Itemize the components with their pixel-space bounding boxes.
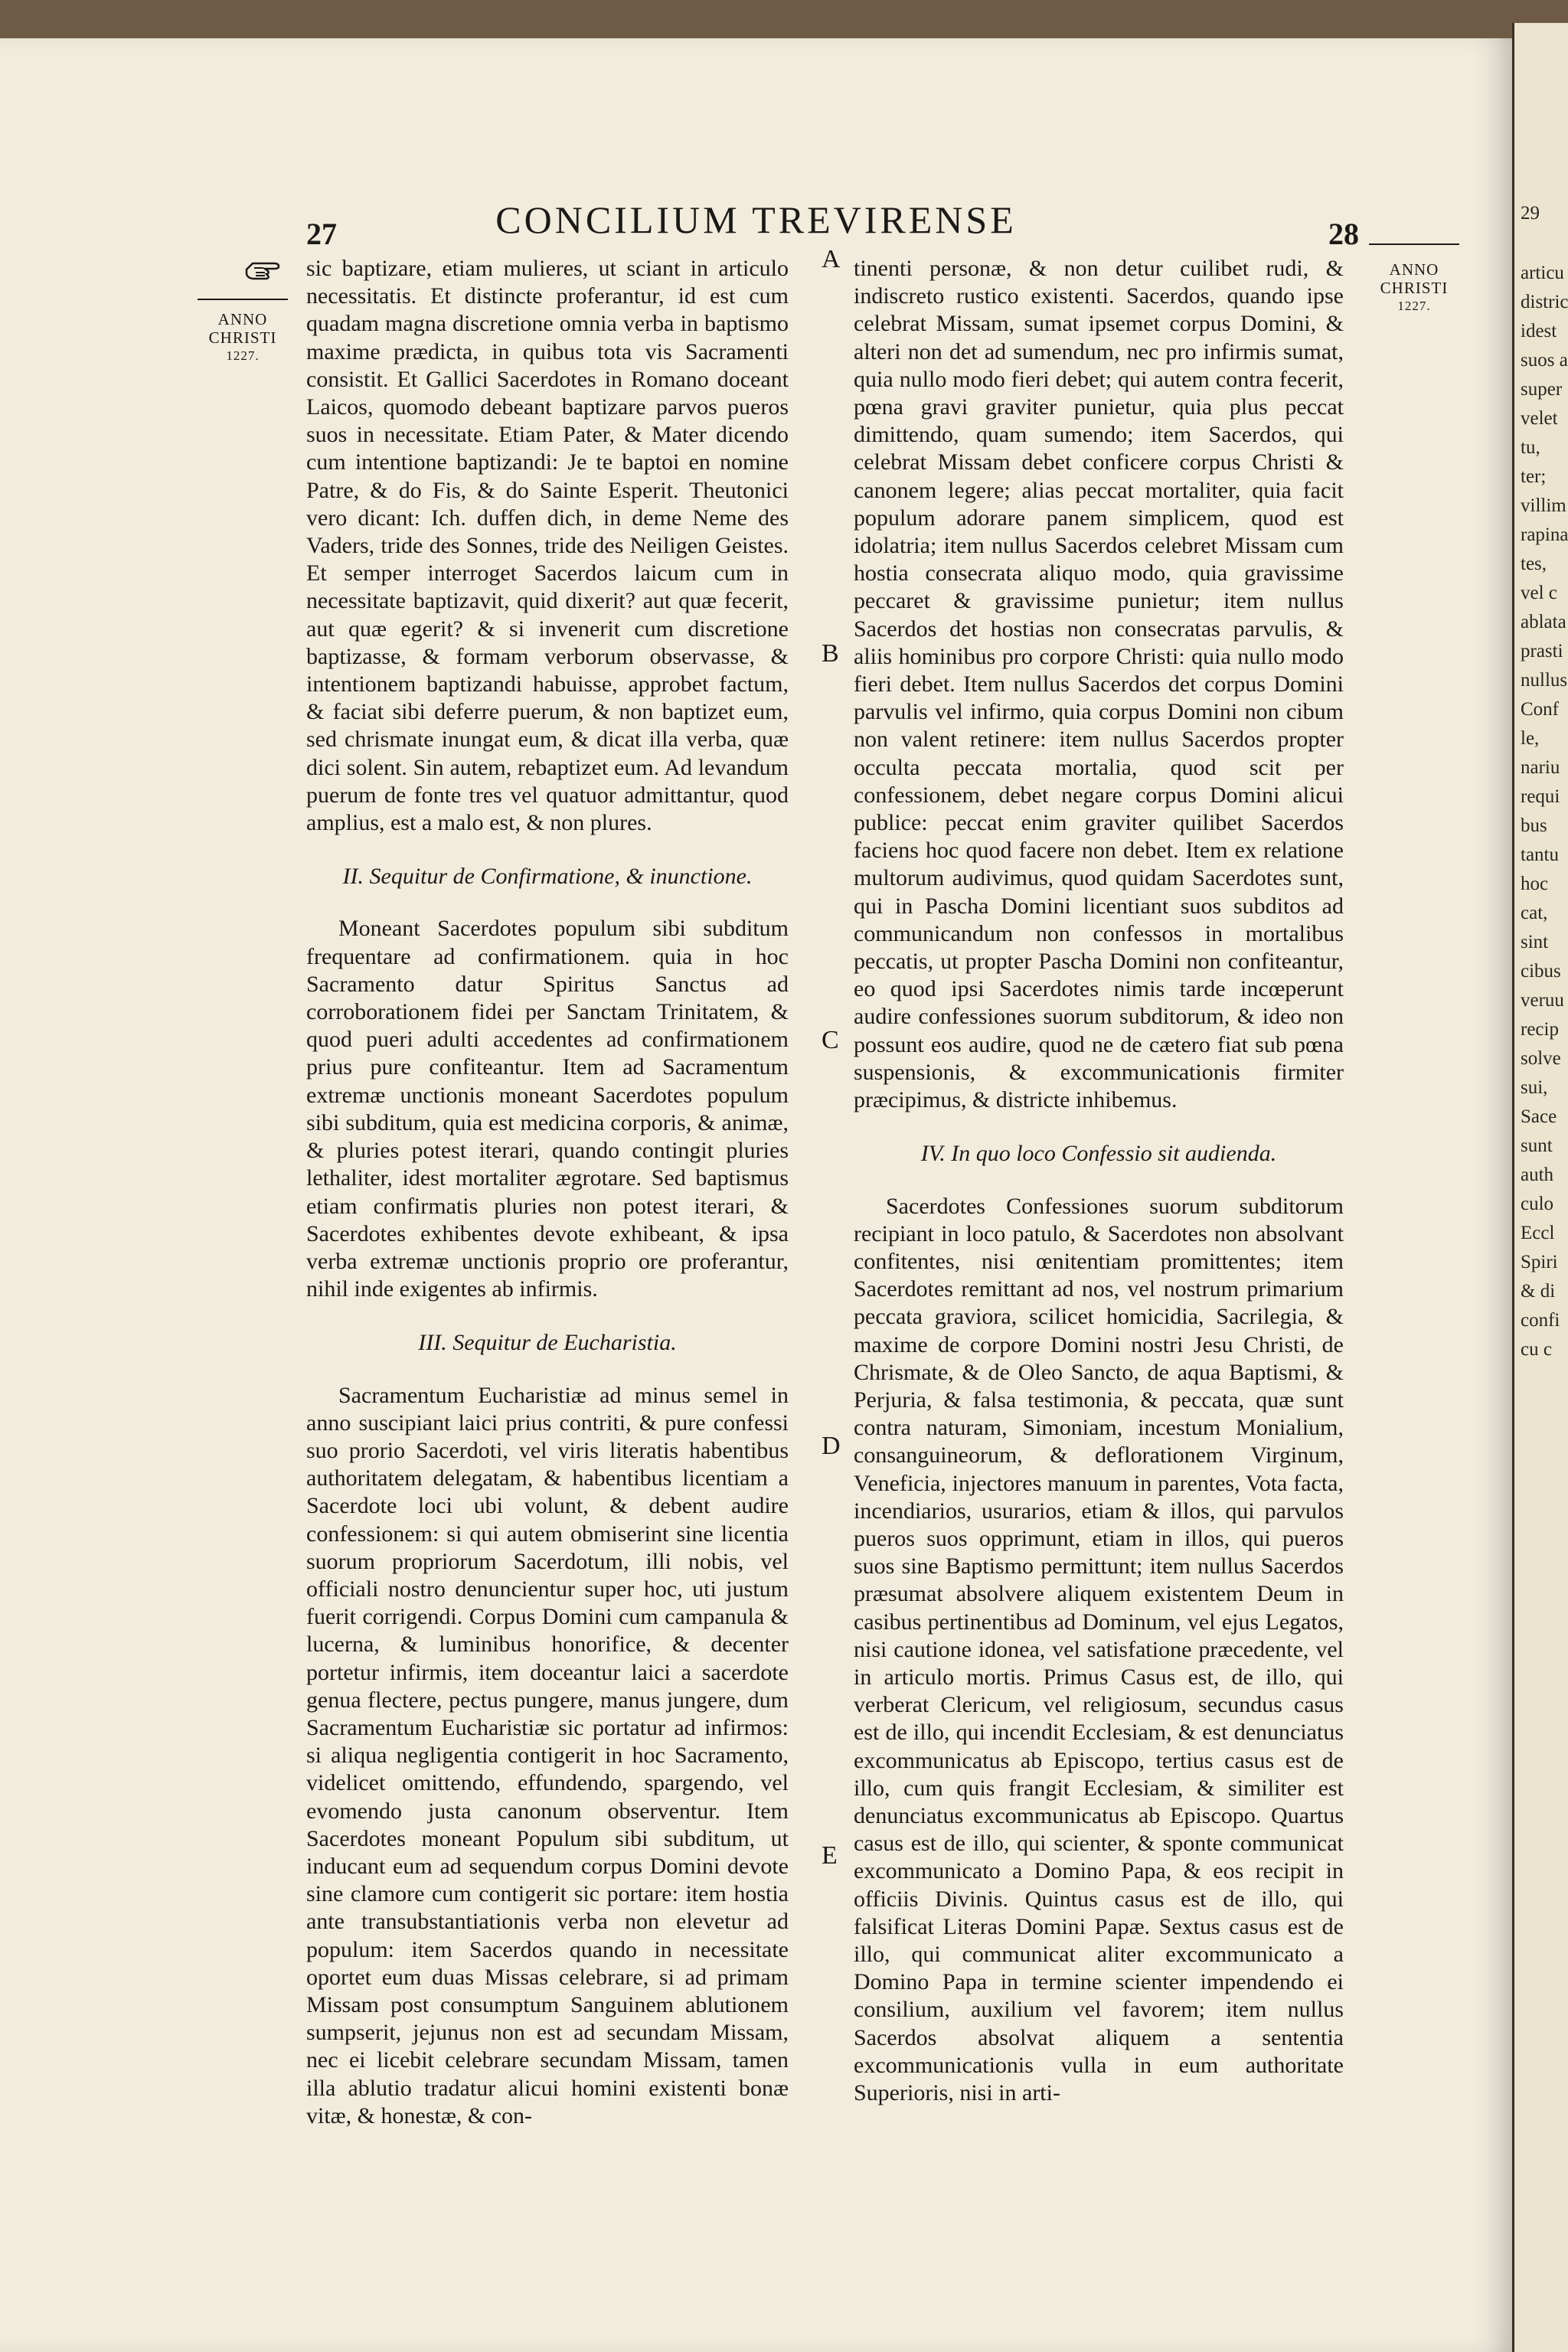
margin-letter-a: A	[822, 245, 841, 273]
anno-label: ANNO	[1389, 260, 1439, 279]
next-page-fragment: cibus	[1521, 961, 1561, 982]
next-page-fragment: tes,	[1521, 554, 1547, 574]
next-page-fragment: distric	[1521, 292, 1568, 312]
next-page-edge	[1512, 23, 1568, 2352]
next-page-fragment: Spiri	[1521, 1252, 1558, 1272]
year-label: 1227.	[226, 348, 260, 363]
next-page-fragment: auth	[1521, 1165, 1554, 1185]
margin-letter-e: E	[822, 1841, 838, 1870]
next-page-fragment: Conf	[1521, 699, 1559, 720]
next-page-fragment: nariu	[1521, 757, 1560, 778]
next-page-fragment: sunt	[1521, 1135, 1553, 1156]
next-page-fragment: tantu	[1521, 844, 1559, 865]
margin-letter-c: C	[822, 1026, 839, 1054]
next-page-fragment: suos a	[1521, 350, 1568, 371]
next-page-fragment: hoc	[1521, 874, 1549, 894]
next-page-fragment: super	[1521, 379, 1563, 400]
paragraph-eucharist-continued: tinenti personæ, & non detur cuilibet rudi, & indiscreto rustico existenti. Sacerdos, quando ipse celebrat Missam, sumat ipsemet corpus Domini, & alteri non det ad sumendum, nec pro infirmis sumat, quia nullo modo fieri debet; qui autem contra fecerit, pœna gravi graviter punietur, quia plus peccat dimittendo, quam sumendo; item Sacerdos, qui celebrat Missam debet conficere corpus Christi & canonem legere; alias peccat mortaliter, quia facit populum adorare panem simplicem, quod est idolatria; item nullus Sacerdos celebret Missam cum hostia consecrata aliquo modo, quia gravissime peccaret & gravissime punietur; item nullus Sacerdos det hostias non consecratas parvulis, & aliis hominibus pro corpore Christi: quia nullo modo fieri debet. Item nullus Sacerdos det corpus Domini parvulis vel infirmo, quia corpus Domini non cibum non valent retinere: item nullus Sacerdos propter occulta peccata mortalia, quod scit per confessionem, debet negare corpus Domini alicui publice: peccat enim graviter quilibet Sacerdos faciens hoc quod facere non debet. Item ex relatione multorum audivimus, quod quidam Sacerdotes sunt, qui in Pascha Domini licentiant suos subditos ad communicandum non confessos in mortalibus peccatis, ut propter Pascha Domini non confiteantur, eo quod ipsi Sacerdotes nimis tarde incœperunt audire confessiones suorum subditorum, & ideo non possunt eos audire, quod ne de cætero fiat sub pœna suspensionis, & excommunicationis firmiter præcipimus, & districte inhibemus.	[854, 256, 1344, 1113]
next-page-fragment: veruu	[1521, 990, 1564, 1011]
heading-confession: IV. In quo loco Confessio sit audienda.	[920, 1141, 1277, 1167]
next-page-fragment: vel c	[1521, 583, 1557, 603]
pointing-hand-icon	[245, 253, 280, 283]
next-page-fragment: bus	[1521, 815, 1547, 836]
paragraph-confirmation: Moneant Sacerdotes populum sibi subditum frequentare ad confirmationem. quia in hoc Sacramento datur Spiritus Sanctus ad corroborationem fidei per Sanctam Trinitatem, & quod pueri adulti accedentes ad confirmationem prius pure confiteantur. Item ad Sacramentum extremæ unctionis moneant Sacerdotes populum sibi subditum, quia est medicina corporis, & animæ, & pluries potest iterari, quando contingit pluries lethaliter, idest mortaliter ægrotare. Sed baptismus etiam confirmatis pluries non potest iterari, & Sacerdotes exhibentes devote exhibeant, & ipsa verba extremæ unctionis proprio ore proferantur, nihil inde exigentes ab infirmis.	[306, 916, 789, 1302]
running-title: CONCILIUM TREVIRENSE	[495, 198, 1017, 241]
next-page-fragment: cat,	[1521, 903, 1548, 923]
margin-letter-b: B	[822, 639, 839, 668]
next-page-fragment: ter;	[1521, 466, 1547, 487]
next-page-fragment: nullus	[1521, 670, 1568, 691]
page-number-right: 28	[1328, 217, 1359, 251]
next-page-fragment: rapina	[1521, 524, 1568, 545]
next-page-fragment: velet	[1521, 408, 1558, 429]
margin-rule-left	[198, 299, 288, 300]
right-column	[854, 255, 1344, 2107]
next-page-fragment: tu,	[1521, 437, 1540, 458]
next-page-fragment: sint	[1521, 932, 1549, 952]
christi-label: CHRISTI	[1380, 279, 1449, 297]
anno-christi-note-right	[1372, 260, 1456, 315]
next-page-fragment: Sace	[1521, 1106, 1557, 1127]
next-page-fragment: 29	[1521, 203, 1540, 224]
heading-eucharist: III. Sequitur de Eucharistia.	[418, 1330, 677, 1356]
paragraph-eucharist: Sacramentum Eucharistiæ ad minus semel in anno suscipiant laici prius contriti, & pure confessi suo prorio Sacerdoti, vel viris literatis habentibus authoritatem delegatam, & habentibus licentiam a Sacerdote loci ubi volunt, & debent audire confessionem: si qui autem obmiserint sine licentia suorum propriorum Sacerdotum, illi nobis, vel officiali nostro denuncientur super hoc, uti justum fuerit corrigendi. Corpus Domini cum campanula & lucerna, & luminibus honorifice, & decenter portetur infirmis, item doceantur laici a sacerdote genua flectere, pectus pungere, manus jungere, dum Sacramentum Eucharistiæ sic portatur ad infirmos: si aliqua negligentia contigerit in hoc Sacramento, videlicet omittendo, effundendo, spargendo, vel evomendo justa canonum observentur. Item Sacerdotes moneant Populum sibi subditum, ut inducant eum ad sequendum corpus Domini devote sine clamore cum contigerit sic portare: item hostia ante transubstantiationis verba non elevetur ad populum: item Sacerdos quando in necessitate oportet eum duas Missas celebrare, si ad primam Missam post consumptum Sanguinem ablutionem sumpserit, jejunus non est ad secundam Missam, nec ei licebit celebrare secundam Missam, tamen illa ablutio tradatur alicui homini existenti bonæ vitæ, & honestæ, & con-	[306, 1382, 789, 2128]
next-page-fragment: requi	[1521, 786, 1560, 807]
next-page-fragment: recip	[1521, 1019, 1559, 1040]
next-page-fragment: & di	[1521, 1281, 1556, 1302]
next-page-fragment: villim	[1521, 495, 1566, 516]
anno-christi-note-left	[201, 310, 285, 365]
next-page-fragment: confi	[1521, 1310, 1560, 1331]
margin-letter-d: D	[822, 1432, 841, 1460]
next-page-fragment: ablata	[1521, 612, 1566, 632]
next-page-fragment: cu c	[1521, 1339, 1552, 1360]
christi-label: CHRISTI	[208, 328, 277, 347]
year-label: 1227.	[1397, 299, 1431, 313]
next-page-fragment: solve	[1521, 1048, 1561, 1069]
next-page-fragment: le,	[1521, 728, 1540, 749]
anno-label: ANNO	[217, 310, 268, 328]
book-page	[0, 38, 1512, 2352]
next-page-fragment: culo	[1521, 1194, 1554, 1214]
paragraph-baptism: sic baptizare, etiam mulieres, ut sciant in articulo necessitatis. Et distincte proferantur, id est cum quadam magna discretione omnia verba in baptismo maxime prædicta, in quibus tota vis Sacramenti consistit. Et Gallici Sacerdotes in Romano doceant Laicos, quomodo debeant baptizare parvos pueros suos in necessitate. Etiam Pater, & Mater dicendo cum intentione baptizandi: Je te baptoi en nomine Patre, & do Fis, & do Sainte Esperit. Theutonici vero dicant: Ich. duffen dich, in deme Neme des Vaders, tride des Sonnes, tride des Neiligen Geistes. Et semper interroget Sacerdos laicum cum in necessitate baptizavit, quid dixerit? aut quæ fecerit, aut quæ egerit? & si invenerit cum discretione baptizasse, & formam verborum observasse, & intentionem baptizandi habuisse, approbet factum, & faciat sibi deferre puerum, & non baptizet eum, sed chrismate inungat eum, & dicat illa verba, quæ dici solent. Sin autem, rebaptizet eum. Ad levandum puerum de fonte tres vel quatuor admittantur, quod amplius, est a malo est, & non plures.	[306, 256, 789, 836]
page-number-left: 27	[306, 217, 337, 251]
next-page-fragment: sui,	[1521, 1077, 1548, 1098]
next-page-fragment: idest	[1521, 321, 1557, 341]
left-column	[306, 255, 789, 2130]
margin-rule-right	[1369, 243, 1459, 245]
heading-confirmation: II. Sequitur de Confirmatione, & inunctione.	[342, 864, 753, 890]
next-page-fragment: prasti	[1521, 641, 1563, 662]
next-page-fragment: articu	[1521, 263, 1564, 283]
next-page-fragment: Eccl	[1521, 1223, 1555, 1243]
paragraph-confession: Sacerdotes Confessiones suorum subditorum recipiant in loco patulo, & Sacerdotes non absolvant confitentes, nisi œnitentiam promittentes; item Sacerdotes remittant ad nos, vel nostrum primarium peccata graviora, scilicet homicidia, Sacrilegia, & maxime de corpore Domini nostri Jesu Christi, de Chrismate, & de Oleo Sancto, de aqua Baptismi, & Perjuria, & falsa testimonia, & peccata, quæ sunt contra naturam, Simoniam, incestum Monialium, consanguineorum, & deflorationem Virginum, Veneficia, injectores manuum in parentes, Vota facta, incendiarios, usurarios, etiam & illos, qui parvulos pueros suos opprimunt, etiam in illos, qui pueros suos sine Baptismo permittunt; item nullus Sacerdos præsumat absolvere aliquem existentem Deum in casibus pertinentibus ad Dominum, vel ejus Legatos, nisi cautione idonea, vel satisfatione præcedente, vel in articulo mortis. Primus Casus est, de illo, qui verberat Clericum, vel religiosum, secundus casus est de illo, qui incendit Ecclesiam, & est denunciatus excommunicatus ab Episcopo, tertius casus est de illo, cum quis frangit Ecclesiam, & similiter est denunciatus excommunicatus ab Episcopo. Quartus casus est de illo, qui scienter, & sponte communicat excommunicato a Domino Papa, & eos recipit in officiis Divinis. Quintus casus est de illo, qui falsificat Literas Domini Papæ. Sextus casus est de illo, qui communicat aliter excommunicato a Domino Papa in termine scienter impendendo ei consilium, auxilium vel favorem; item nullus Sacerdos absolvat aliquem a sententia excommunicationis vulla in eum authoritate Superioris, nisi in arti-	[854, 1193, 1344, 2105]
